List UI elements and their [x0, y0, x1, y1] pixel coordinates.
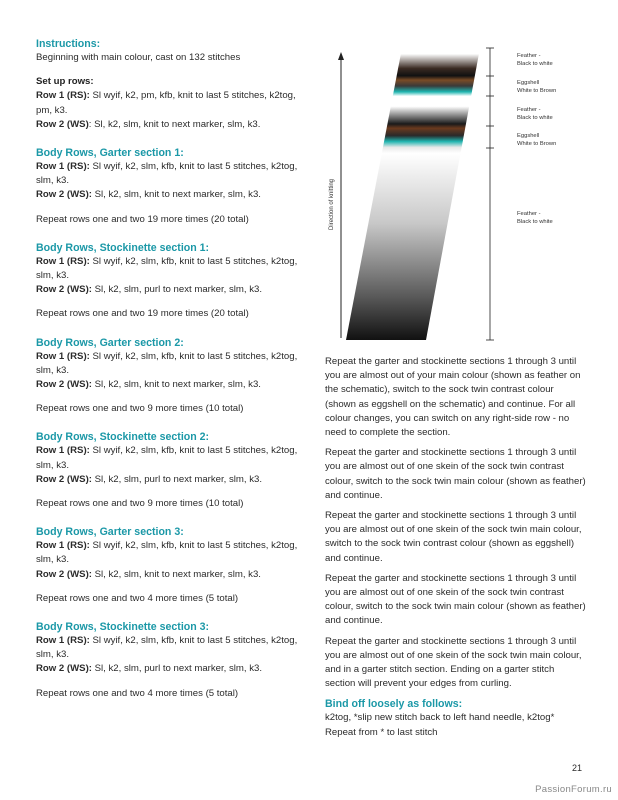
label-eggshell-2-sub: White to Brown [517, 141, 557, 147]
label-eggshell-2: Eggshell [517, 133, 540, 139]
section-row-1 [36, 255, 311, 283]
schematic-diagram [320, 38, 618, 348]
section-row-1 [36, 539, 311, 567]
section-stockinette-3 [36, 620, 311, 701]
label-feather-3-sub: Black to white [517, 219, 553, 225]
section-stockinette-1 [36, 241, 311, 322]
section-garter-1 [36, 146, 311, 227]
paragraph: Repeat the garter and stockinette sections 1 through 3 until you are almost out of one skein of the sock twin contrast colour, switch to the sock twin main colour (shown as feather) and continue. [325, 572, 586, 627]
row-label: Row 1 (RS): [36, 540, 90, 552]
section-heading: Body Rows, Stockinette section 1: [36, 241, 210, 254]
setup-row-1-label: Row 1 (RS): [36, 90, 90, 102]
section-row-2 [36, 473, 311, 487]
row-text: Sl wyif, k2, slm, kfb, knit to last 5 stitches, k2tog, slm, k3. [36, 445, 298, 471]
row-label: Row 2 (WS): [36, 189, 92, 201]
label-feather-1-sub: Black to white [517, 61, 553, 67]
section-repeat: Repeat rows one and two 19 more times (20 total) [36, 213, 249, 225]
label-feather-1: Feather - [517, 53, 541, 59]
row-text: Sl, k2, slm, purl to next marker, slm, k3. [91, 284, 263, 296]
page-number: 21 [571, 763, 582, 773]
section-row-1 [36, 444, 311, 472]
setup-heading: Set up rows: [36, 76, 94, 88]
section-row-2 [36, 188, 311, 202]
right-column [325, 355, 587, 746]
row-text: Sl wyif, k2, slm, kfb, knit to last 5 stitches, k2tog, slm, k3. [36, 255, 298, 282]
row-label: Row 1 (RS): [36, 350, 90, 362]
arrow-head-icon [338, 52, 344, 60]
section-row-2 [36, 662, 311, 676]
section-repeat: Repeat rows one and two 9 more times (10 total) [36, 498, 244, 510]
setup-row-1-text: Sl wyif, k2, pm, kfb, knit to last 5 stitches, k2tog, pm, k3. [36, 90, 296, 116]
setup-row-2-label: Row 2 (WS) [36, 118, 89, 130]
axis-label: Direction of knitting [329, 178, 335, 230]
row-text: Sl wyif, k2, slm, kfb, knit to last 5 stitches, k2tog, slm, k3. [36, 540, 298, 566]
row-text: Sl, k2, slm, purl to next marker, slm, k3. [91, 473, 263, 485]
row-text: Sl, k2, slm, knit to next marker, slm, k3. [91, 379, 261, 391]
row-label: Row 1 (RS): [36, 161, 90, 173]
section-heading: Body Rows, Garter section 2: [36, 336, 184, 349]
row-label: Row 2 (WS): [36, 379, 92, 391]
section-row-2 [36, 378, 311, 392]
paragraph: Repeat the garter and stockinette sections 1 through 3 until you are almost out of one skein of the sock twin main colour, switch to the sock twin contrast colour (shown as eggshell) and continue. [325, 510, 582, 564]
instructions-heading: Instructions: [36, 38, 101, 50]
scarf-schematic [346, 48, 480, 340]
section-garter-2 [36, 336, 311, 417]
label-eggshell-1-sub: White to Brown [517, 88, 557, 94]
row-text: Sl, k2, slm, knit to next marker, slm, k3. [91, 568, 261, 580]
section-heading: Body Rows, Garter section 3: [36, 526, 184, 539]
paragraph: Repeat the garter and stockinette sections 1 through 3 until you are almost out of one skein of the sock twin main colour, and in a garter stitch section. Ending on a garter stitch section will prevent your edges from curling. [325, 635, 582, 690]
row-label: Row 1 (RS): [36, 635, 90, 647]
section-heading: Body Rows, Stockinette section 2: [36, 431, 210, 444]
row-text: Sl, k2, slm, purl to next marker, slm, k3. [91, 663, 263, 675]
section-row-1 [36, 350, 311, 378]
setup-row-2 [36, 118, 311, 132]
label-feather-2-sub: Black to white [517, 115, 553, 121]
row-text: Sl wyif, k2, slm, kfb, knit to last 5 stitches, k2tog, slm, k3. [36, 350, 298, 376]
section-heading: Body Rows, Garter section 1: [36, 147, 184, 160]
bind-off-text: k2tog, *slip new stitch back to left hand needle, k2tog* Repeat from * to last stitch [325, 712, 555, 738]
section-repeat: Repeat rows one and two 19 more times (20 total) [36, 308, 249, 320]
label-feather-3: Feather - [517, 211, 541, 217]
paragraph: Repeat the garter and stockinette sections 1 through 3 until you are almost out of your main colour (shown as feather on the schematic), switch to the sock twin contrast colour (shown as eggshell on the schematic) and continue. For all colour changes, you can switch on any right-side row - no need to complete the section. [325, 356, 581, 439]
section-row-1 [36, 634, 311, 662]
section-heading: Body Rows, Stockinette section 3: [36, 621, 210, 634]
label-feather-2: Feather - [517, 107, 541, 113]
section-row-1 [36, 160, 311, 188]
setup-row-1 [36, 89, 311, 117]
row-label: Row 2 (WS): [36, 284, 92, 296]
row-text: Sl wyif, k2, slm, kfb, knit to last 5 stitches, k2tog, slm, k3. [36, 161, 298, 187]
row-label: Row 2 (WS): [36, 473, 92, 485]
row-label: Row 2 (WS): [36, 568, 92, 580]
watermark: PassionForum.ru [535, 784, 612, 795]
section-repeat: Repeat rows one and two 4 more times (5 total) [36, 687, 239, 699]
row-label: Row 2 (WS): [36, 663, 92, 675]
row-text: Sl, k2, slm, knit to next marker, slm, k3. [91, 189, 261, 201]
row-label: Row 1 (RS): [36, 255, 90, 267]
row-label: Row 1 (RS): [36, 445, 90, 457]
paragraph: Repeat the garter and stockinette sections 1 through 3 until you are almost out of one skein of the sock twin contrast colour, switch to the sock twin main colour (shown as feather) and continue. [325, 447, 586, 501]
left-column [36, 37, 311, 701]
section-repeat: Repeat rows one and two 9 more times (10 total) [36, 403, 244, 415]
row-text: Sl wyif, k2, slm, kfb, knit to last 5 stitches, k2tog, slm, k3. [36, 635, 298, 661]
setup-row-2-text: : Sl, k2, slm, knit to next marker, slm, k3. [88, 118, 261, 130]
section-garter-3 [36, 525, 311, 606]
section-stockinette-2 [36, 430, 311, 511]
section-repeat: Repeat rows one and two 4 more times (5 total) [36, 592, 239, 604]
section-row-2 [36, 568, 311, 582]
bind-off-heading: Bind off loosely as follows: [325, 698, 463, 711]
section-row-2 [36, 283, 311, 297]
label-eggshell-1: Eggshell [517, 80, 540, 86]
instructions-intro: Beginning with main colour, cast on 132 stitches [36, 52, 241, 63]
